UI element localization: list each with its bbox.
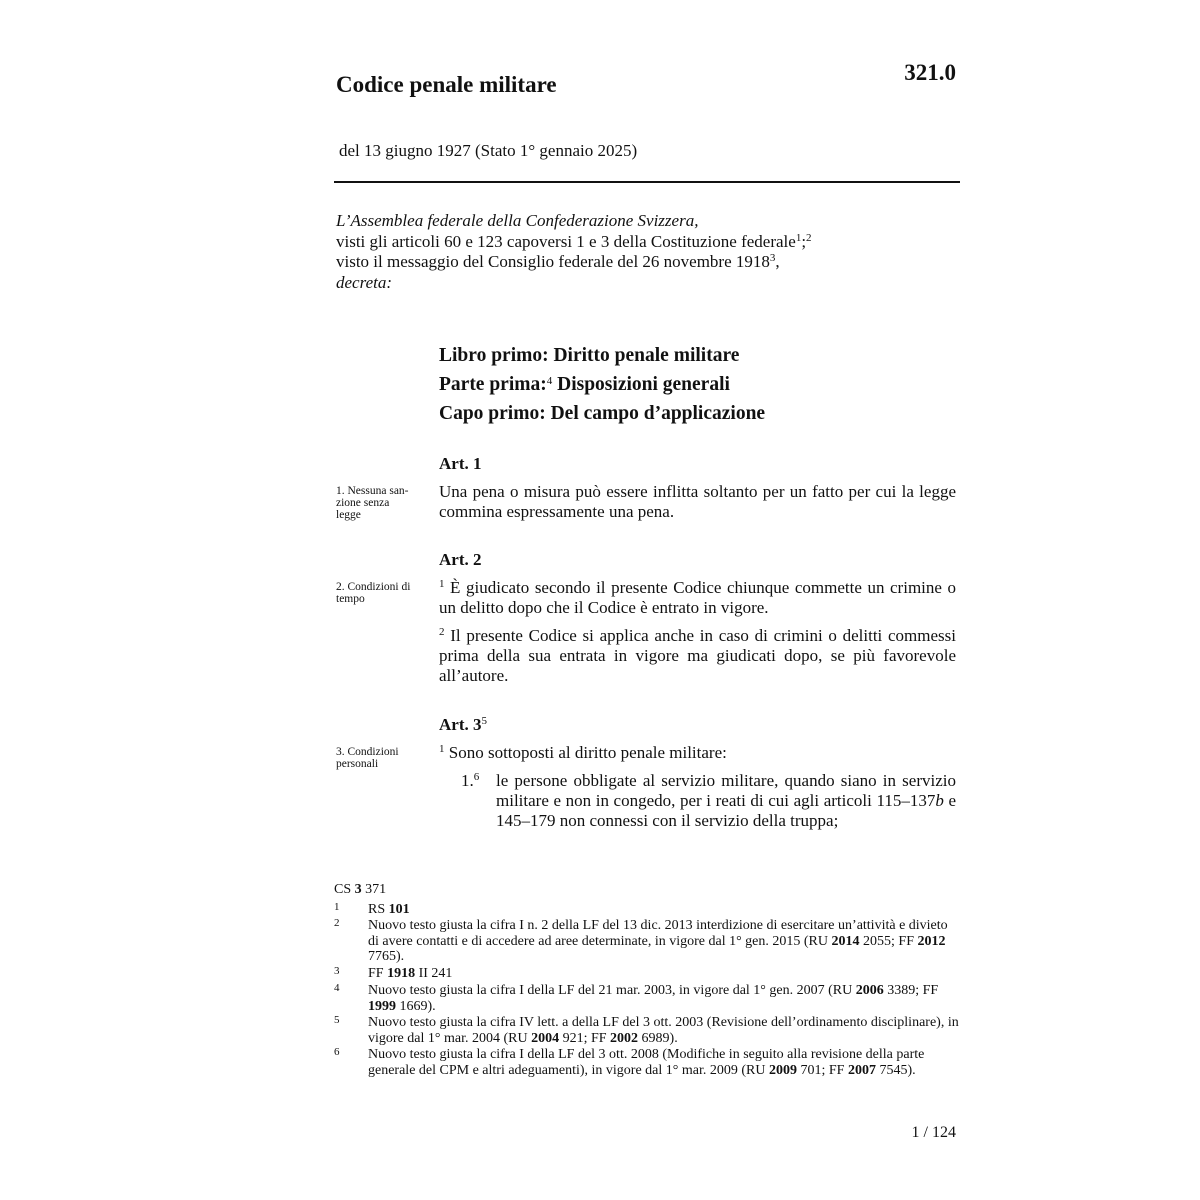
heading-capo: Capo primo: Del campo d’applicazione xyxy=(439,403,766,424)
footnote: 6 Nuovo testo giusta la cifra I della LF del 3 ott. 2008 (Modifiche in seguito alla revisione della parte generale del CPM e altri adeguamenti), in vigore dal 1° mar. 2009 (RU 2009 701; FF 2007 7545). xyxy=(334,1046,925,1078)
item-number: 1.$^6$ xyxy=(461,771,480,790)
article-1-title: Art. 1 xyxy=(439,454,482,473)
preamble-assembly: L’Assemblea federale della Confederazione Svizzera, xyxy=(336,211,699,230)
heading-parte: Parte prima:$^4$ Disposizioni generali xyxy=(439,374,730,395)
article-2-para-2: $^2$ Il presente Codice si applica anche in caso di crimini o delitti commessi prima della sua entrata in vigore ma giudicati dopo, se più favorevole all’autore. xyxy=(439,626,956,685)
article-3-title: Art. $3^5$ xyxy=(439,715,487,734)
article-3-margin-note: 3. Condizioni personali xyxy=(336,746,399,770)
cs-reference: CS 3 371 xyxy=(334,882,387,897)
document-date: del 13 giugno 1927 (Stato 1° gennaio 2025) xyxy=(339,141,638,160)
header-divider xyxy=(334,181,960,183)
article-2-para-1: $^1$ È giudicato secondo il presente Codice chiunque commette un crimine o un delitto dopo che il Codice è entrato in vigore. xyxy=(439,578,956,617)
article-3-item-1 xyxy=(461,771,956,831)
preamble-visto: visto il messaggio del Consiglio federale del 26 novembre 1918$^3$, xyxy=(336,252,780,271)
footnote: 3 FF 1918 II 241 xyxy=(334,965,453,981)
footnote: 2 Nuovo testo giusta la cifra I n. 2 della LF del 13 dic. 2013 interdizione di esercitare un’attività e divieto di avere contatti e di accedere ad aree determinate, in vigore dal 1° gen. 2015 (RU 2014 2055; FF 2012 7765). xyxy=(334,917,948,964)
footnote: 4 Nuovo testo giusta la cifra I della LF del 21 mar. 2003, in vigore dal 1° gen. 2007 (RU 2006 3389; FF 1999 1669). xyxy=(334,982,939,1014)
footnote-ref-4[interactable]: 4 xyxy=(546,375,553,387)
article-3-para-1: $^1$ Sono sottoposti al diritto penale militare: xyxy=(439,743,727,762)
article-2-margin-note: 2. Condizioni di tempo xyxy=(336,581,411,605)
footnote-ref-6[interactable]: 6 xyxy=(473,771,480,783)
preamble xyxy=(336,211,966,293)
footnote: 1 RS 101 xyxy=(334,901,410,917)
preamble-visti: visti gli articoli 60 e 123 capoversi 1 e 3 della Costituzione federale$^1$;$^2$ xyxy=(336,231,812,251)
footnote: 5 Nuovo testo giusta la cifra IV lett. a della LF del 3 ott. 2003 (Revisione dell’ordinamento disciplinare), in vigore dal 1° mar. 2004 (RU 2004 921; FF 2002 6989). xyxy=(334,1014,959,1046)
page-number: 1 / 124 xyxy=(911,1124,956,1141)
item-text: le persone obbligate al servizio militare, quando siano in servizio militare e non in congedo, per i reati di cui agli articoli 115–137b e 145–179 non connessi con il servizio della truppa; xyxy=(496,771,956,830)
footnote-ref-3[interactable]: 3 xyxy=(769,252,776,264)
footnote-ref-1[interactable]: 1 xyxy=(795,231,802,244)
footnote-ref-2[interactable]: 2 xyxy=(806,231,812,244)
article-2-title: Art. 2 xyxy=(439,550,482,569)
heading-libro: Libro primo: Diritto penale militare xyxy=(439,345,740,366)
article-1-margin-note: 1. Nessuna san- zione senza legge xyxy=(336,485,409,521)
document-title: Codice penale militare xyxy=(336,72,557,97)
footnote-ref-5[interactable]: 5 xyxy=(481,715,487,727)
document-number: 321.0 xyxy=(904,60,956,85)
article-1-text: Una pena o misura può essere inflitta soltanto per un fatto per cui la legge commina espressamente una pena. xyxy=(439,482,956,521)
preamble-decreta: decreta: xyxy=(336,272,393,292)
